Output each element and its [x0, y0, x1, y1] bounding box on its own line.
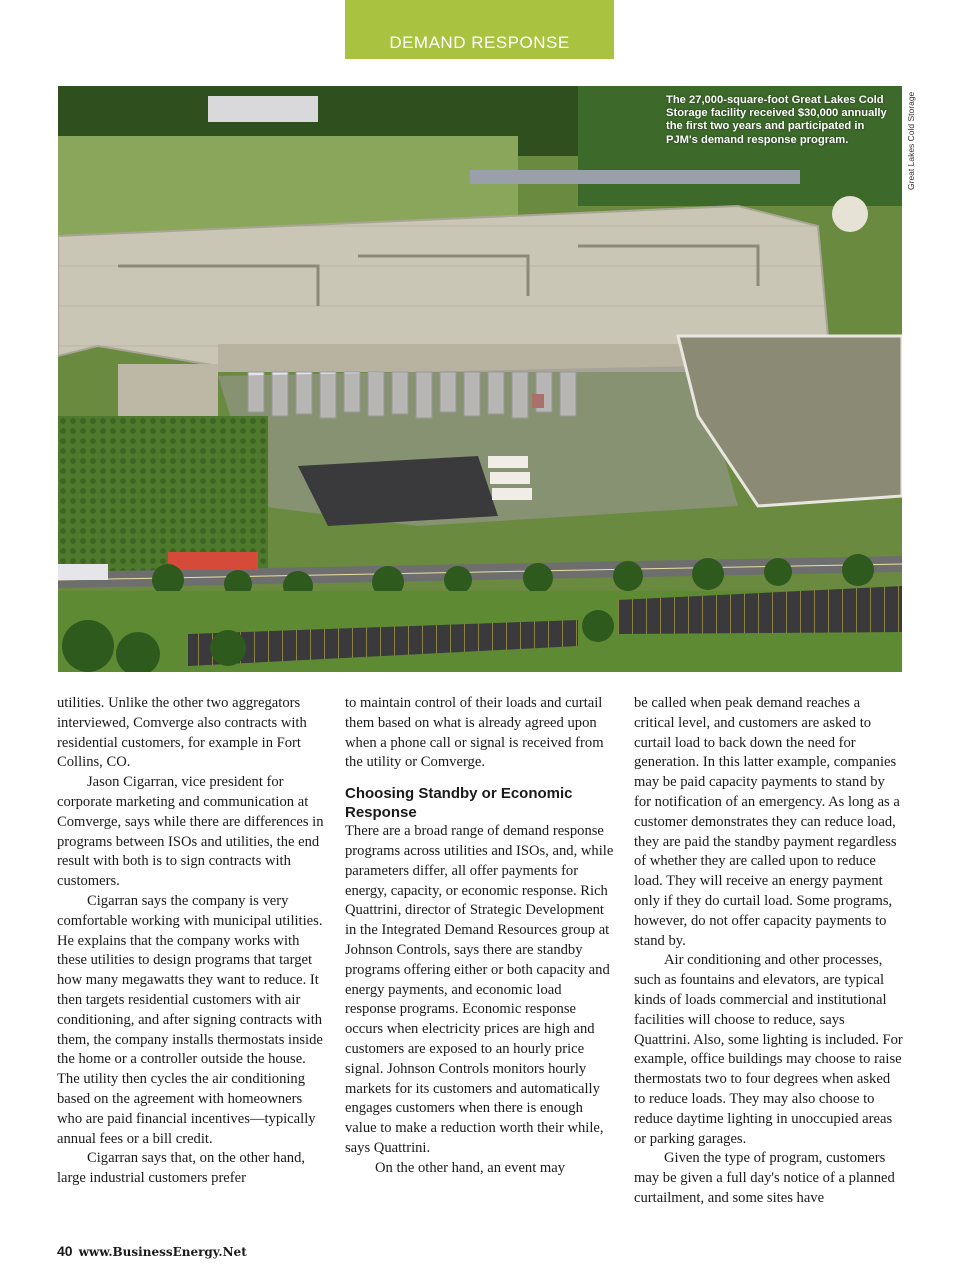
page-footer — [57, 1243, 247, 1259]
page-number: 40 — [57, 1243, 73, 1259]
paragraph: Cigarran says that, on the other hand, large industrial customers prefer — [57, 1150, 306, 1187]
photo-credit: Great Lakes Cold Storage — [906, 91, 916, 190]
article-column-3 — [634, 694, 904, 1209]
website-link[interactable]: www.BusinessEnergy.Net — [78, 1245, 247, 1259]
paragraph: Given the type of program, customers may be given a full day's notice of a planned curtailment, and some sites have — [634, 1150, 895, 1206]
article-column-1 — [57, 694, 327, 1189]
paragraph: On the other hand, an event may — [375, 1159, 566, 1176]
article-column-2 — [345, 694, 615, 1179]
photo-caption: The 27,000-square-foot Great Lakes Cold Storage facility received $30,000 annually the first two years and participated in PJM's demand response program. — [666, 94, 887, 146]
paragraph: Cigarran says the company is very comfortable working with municipal utilities. He explains that the company works with these utilities to design programs that target how many megawatts they want to reduce. It then targets residential customers with air conditioning, and after signing contracts with them, the company installs thermostats inside the home or a controller outside the house. The utility then cycles the air conditioning based on the agreement with homeowners who are paid financial incentives—typically annual fees or a bill credit. — [57, 892, 323, 1147]
paragraph: utilities. Unlike the other two aggregators interviewed, Comverge also contracts with residential customers, for example in Fort Collins, CO. — [57, 695, 307, 771]
section-heading: Choosing Standby or Economic Response — [345, 785, 573, 822]
paragraph: Jason Cigarran, vice president for corporate marketing and communication at Comverge, says while there are differences in programs between ISOs and utilities, the end result with both is to sign contracts with customers. — [57, 774, 324, 890]
paragraph: Air conditioning and other processes, such as fountains and elevators, are typical kinds of loads commercial and institutional facilities will choose to reduce, says Quattrini. Also, some lighting is included. For example, office buildings may choose to raise thermostats two to four degrees when asked to reduce loads. They may also choose to reduce daytime lighting in unoccupied areas or parking garages. — [634, 952, 903, 1147]
paragraph: There are a broad range of demand response programs across utilities and ISOs, and, while parameters differ, all offer payments for energy, capacity, or economic response. Rich Quattrini, director of Strategic Development in the Integrated Demand Resources group at Johnson Controls, says there are standby programs offering either or both capacity and energy payments, and economic load response programs. Economic response occurs when electricity prices are high and customers are exposed to an hourly price signal. Johnson Controls monitors hourly markets for its customers and automatically engages customers when there is enough value to make a reduction worth their while, says Quattrini. — [345, 823, 614, 1156]
section-header-tab — [345, 0, 614, 59]
aerial-photo-illustration — [58, 86, 902, 672]
paragraph: to maintain control of their loads and curtail them based on what is already agreed upon when a phone call or signal is received from the utility or Comverge. — [345, 695, 604, 771]
aerial-photo — [58, 86, 902, 672]
section-title: DEMAND RESPONSE — [389, 33, 570, 52]
paragraph: be called when peak demand reaches a critical level, and customers are asked to curtail load to back down the need for generation. In this latter example, companies may be paid capacity payments to stand by for notification of an emergency. As long as a customer demonstrates they can reduce load, they are paid the standby payment regardless of whether they are called upon to reduce load. They will receive an energy payment only if they do curtail load. Some programs, however, do not offer capacity payments to stand by. — [634, 695, 900, 949]
